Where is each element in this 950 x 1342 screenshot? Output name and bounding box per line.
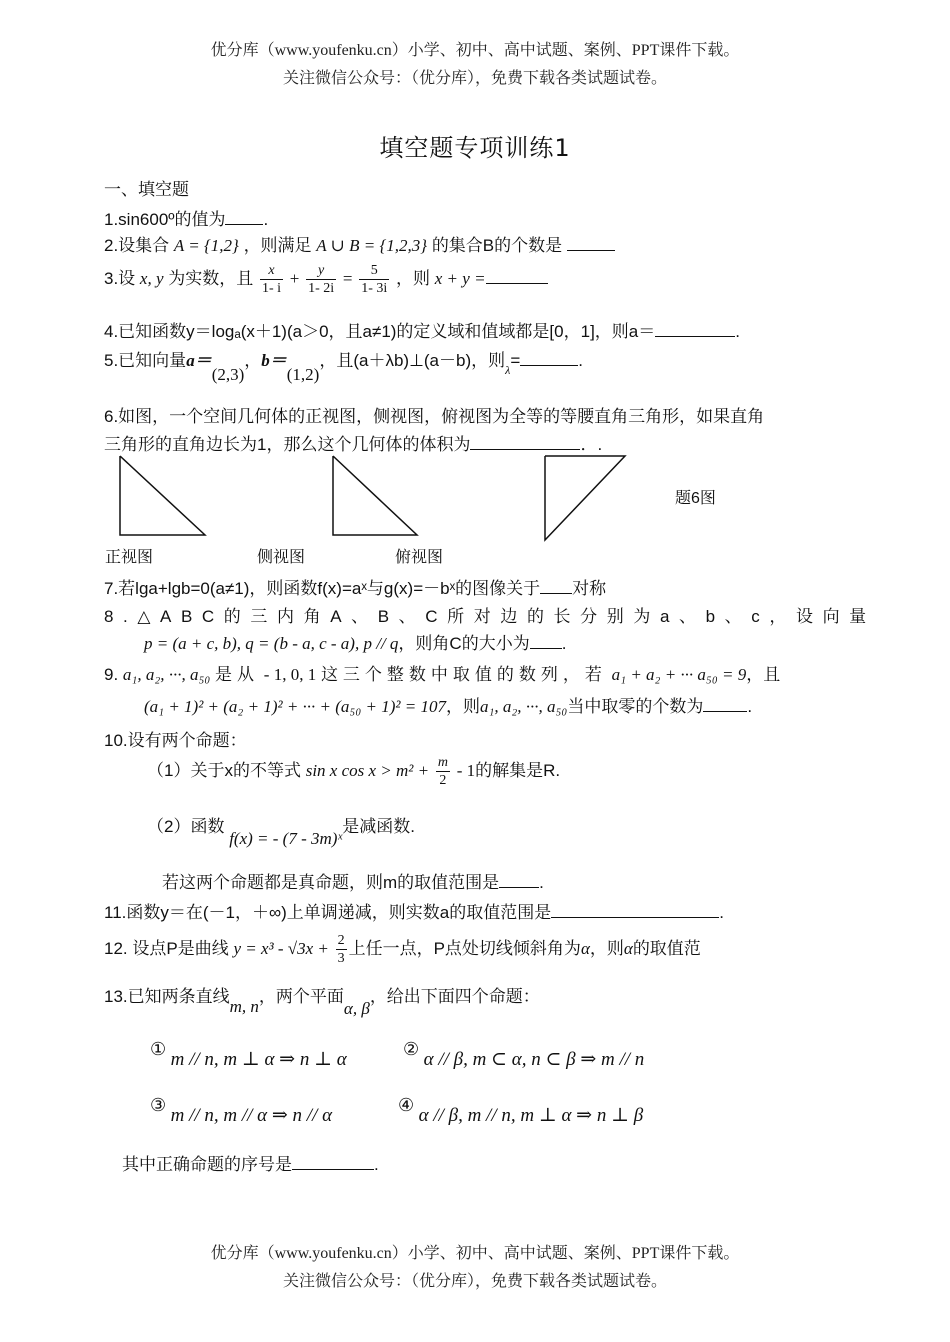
answer-blank bbox=[486, 269, 548, 284]
q1-text: 1.sin600º的值为 bbox=[104, 210, 226, 229]
answer-blank bbox=[499, 873, 539, 888]
proposition-3: ③ m // n, m // α ⇒ n // α bbox=[150, 1095, 333, 1126]
answer-blank bbox=[292, 1155, 374, 1170]
q2-mid: ，则满足 bbox=[243, 236, 312, 255]
q3-pre: 3.设 bbox=[104, 268, 136, 288]
q8-vectors: p = (a + c, b), q = (b - a, c - a), p // q bbox=[144, 634, 399, 653]
fraction: $\frac{m}{2}$ bbox=[437, 755, 448, 788]
q9-sequence: a₁, a₂, ···, a₅₀ bbox=[122, 665, 211, 684]
q10-end: . bbox=[539, 873, 544, 892]
question-7 bbox=[104, 574, 606, 599]
footer-line-2: 关注微信公众号：（优分库），免费下载各类试题试卷。 bbox=[282, 1273, 667, 1290]
q3-mid: 为实数，且 bbox=[168, 268, 254, 288]
q7-tail: 对称 bbox=[572, 579, 607, 598]
q10-p1-tail: 的解集是R. bbox=[475, 760, 561, 780]
proposition-1: ① m // n, m ⊥ α ⇒ n ⊥ α bbox=[150, 1039, 347, 1070]
question-9-line-1 bbox=[104, 660, 780, 685]
q9-sequence-2: a₁, a₂, ···, a₅₀ bbox=[479, 697, 568, 716]
question-5: 5.已知向量a＝(2,3)，b＝(1,2)，且(a＋λb)⊥(a－b)，则$_\lambda$= . bbox=[104, 351, 583, 384]
fraction: $\frac{5}{1- 3i}$ bbox=[361, 263, 388, 296]
q10-p1-pre: （1）关于x的不等式 bbox=[147, 760, 301, 780]
q13-concl: 其中正确命题的序号是 bbox=[122, 1155, 292, 1174]
question-1 bbox=[104, 205, 268, 230]
q10-p2-tail: 是减函数. bbox=[342, 817, 415, 836]
q9-sum1: a₁ + a₂ + ··· a₅₀ = 9 bbox=[611, 665, 747, 684]
q4-text: 4.已知函数y＝logₐ(x＋1)(a＞0，且a≠1)的定义域和值域都是[0，1]，则a＝ bbox=[104, 322, 656, 341]
top-view-label: 俯视图 bbox=[395, 549, 444, 566]
lambda: λ bbox=[505, 363, 511, 377]
question-10-head: 10.设有两个命题： bbox=[104, 731, 247, 750]
q9-values: - 1, 0, 1 bbox=[263, 665, 317, 684]
q2-pre: 2.设集合 bbox=[104, 236, 170, 255]
answer-blank bbox=[703, 697, 747, 712]
figure-caption: 题6图 bbox=[675, 490, 716, 507]
q9-num: 9. bbox=[104, 665, 119, 684]
q11-text: 11.函数y＝在(－1，＋∞)上单调递减，则实数a的取值范围是 bbox=[104, 903, 552, 922]
q12-expr: y = x³ - √3x + bbox=[233, 938, 329, 958]
q9-then: ，则 bbox=[445, 697, 480, 716]
q6-text: 三角形的直角边长为1，那么这个几何体的体积为 bbox=[104, 435, 471, 454]
page-title: 填空题专项训练1 bbox=[379, 134, 571, 162]
fraction: $\frac{y}{1- 2i}$ bbox=[308, 263, 335, 296]
q9-sum2: (a₁ + 1)² + (a₂ + 1)² + ··· + (a₅₀ + 1)² = 107 bbox=[144, 697, 446, 716]
q12-mid2: ，则 bbox=[589, 938, 624, 958]
question-13 bbox=[104, 982, 540, 1018]
q12-pre: 12. 设点P是曲线 bbox=[104, 938, 229, 958]
q10-p2-pre: （2）函数 bbox=[147, 817, 225, 836]
q13-mid: ，两个平面 bbox=[258, 987, 344, 1006]
proposition-2: ② α // β, m ⊂ α, n ⊂ β ⇒ m // n bbox=[403, 1039, 645, 1070]
q2-post: 的集合B的个数是 bbox=[431, 236, 563, 255]
answer-blank bbox=[551, 903, 719, 918]
footer-line-1: 优分库（www.youfenku.cn）小学、初中、高中试题、案例、PPT课件下载。 bbox=[210, 1245, 740, 1262]
q3-expr: x + y = bbox=[434, 268, 486, 288]
top-view-triangle bbox=[535, 448, 645, 544]
q5-pre: 5.已知向量 bbox=[104, 351, 187, 370]
q12-mid: 上任一点，P点处切线倾斜角为 bbox=[348, 938, 581, 958]
q3-then: ，则 bbox=[396, 268, 431, 288]
answer-blank bbox=[540, 579, 572, 594]
question-4 bbox=[104, 317, 740, 342]
answer-blank bbox=[520, 351, 578, 366]
fraction: $\frac{x}{1- i}$ bbox=[261, 263, 282, 296]
q9-and: ，且 bbox=[746, 665, 781, 684]
q6-tail: ．. bbox=[580, 435, 603, 454]
question-9-line-2 bbox=[144, 692, 752, 717]
q5-tail: . bbox=[578, 351, 583, 370]
q2-set-a: A = {1,2} bbox=[173, 236, 239, 255]
question-6-line-1: 6.如图，一个空间几何体的正视图，侧视图，俯视图为全等的等腰直角三角形，如果直角 bbox=[104, 407, 765, 426]
side-view-triangle bbox=[325, 450, 435, 542]
question-8-line-2 bbox=[144, 629, 566, 654]
q5-eq: = bbox=[510, 351, 521, 370]
answer-blank bbox=[530, 634, 562, 649]
q1-tail: . bbox=[263, 210, 269, 229]
question-8-line-1: 8.△ABC的三内角A、B、C所对边的长分别为a、b、c，设向量 bbox=[104, 607, 876, 626]
q7-text: 7.若lga+lgb=0(a≠1)，则函数f(x)=aˣ与g(x)=－bˣ的图像关于 bbox=[104, 579, 541, 598]
question-10-prop-2 bbox=[147, 812, 415, 848]
front-view-label: 正视图 bbox=[105, 549, 154, 566]
q10-p2-expr: f(x) = - (7 - 3m)ˣ bbox=[229, 829, 343, 848]
q10-p1-expr: sin x cos x > m² + bbox=[305, 760, 430, 780]
header-line-1: 优分库（www.youfenku.cn）小学、初中、高中试题、案例、PPT课件下载。 bbox=[210, 42, 740, 59]
vector-b-value: (1,2) bbox=[286, 365, 320, 384]
header-line-2: 关注微信公众号：（优分库），免费下载各类试题试卷。 bbox=[282, 70, 667, 87]
q5-cond: ，且(a＋λb)⊥(a－b)，则 bbox=[319, 351, 506, 370]
q13-end: . bbox=[374, 1155, 379, 1174]
q13-planes: α, β bbox=[343, 999, 370, 1018]
q9-mid2: 这三个整数中取值的数列，若 bbox=[320, 665, 607, 684]
q8-tail: ，则角C的大小为 bbox=[398, 634, 530, 653]
q9-ask: 当中取零的个数为 bbox=[567, 697, 704, 716]
q10-concl: 若这两个命题都是真命题，则m的取值范围是 bbox=[162, 873, 500, 892]
side-view-label: 侧视图 bbox=[257, 549, 306, 566]
fraction: $\frac{2}{3}$ bbox=[337, 933, 345, 966]
question-10-prop-1 bbox=[147, 754, 560, 789]
q13-lines: m, n bbox=[229, 997, 259, 1016]
q3-vars: x, y bbox=[139, 268, 164, 288]
vector-a: a＝ bbox=[186, 351, 212, 370]
q2-union: A ∪ B = {1,2,3} bbox=[316, 236, 428, 255]
question-11 bbox=[104, 898, 724, 923]
section-heading: 一、填空题 bbox=[104, 180, 189, 199]
q13-pre: 13.已知两条直线 bbox=[104, 987, 230, 1006]
answer-blank bbox=[225, 210, 263, 225]
question-3: 3.设 x, y 为实数，且 $\frac{x}{1- i}$ + $\frac{y}{1- 2i}$ = $\frac{5}{1- 3i}$ ，则 x + y = bbox=[104, 262, 548, 297]
q13-tail: ，给出下面四个命题： bbox=[369, 987, 540, 1006]
answer-blank bbox=[567, 236, 615, 251]
q9-mid: 是从 bbox=[215, 665, 260, 684]
front-view-triangle bbox=[110, 450, 220, 542]
question-2 bbox=[104, 231, 615, 256]
q8-end: . bbox=[561, 634, 567, 653]
q11-end: . bbox=[719, 903, 724, 922]
question-10-conclusion bbox=[162, 868, 544, 893]
alpha: α bbox=[580, 938, 590, 958]
q9-end: . bbox=[747, 697, 753, 716]
q12-tail: 的取值范 bbox=[632, 938, 701, 958]
question-13-conclusion bbox=[122, 1150, 379, 1175]
vector-b: b＝ bbox=[261, 351, 287, 370]
vector-a-value: (2,3) bbox=[211, 365, 245, 384]
question-12: 12. 设点P是曲线 y = x³ - √3x + $\frac{2}{3}$ 上任一点，P点处切线倾斜角为α，则α的取值范 bbox=[104, 933, 701, 966]
answer-blank bbox=[655, 322, 735, 337]
q4-tail: . bbox=[735, 322, 740, 341]
proposition-4: ④ α // β, m // n, m ⊥ α ⇒ n ⊥ β bbox=[398, 1095, 644, 1126]
q10-p1-post: - 1 bbox=[456, 760, 476, 780]
